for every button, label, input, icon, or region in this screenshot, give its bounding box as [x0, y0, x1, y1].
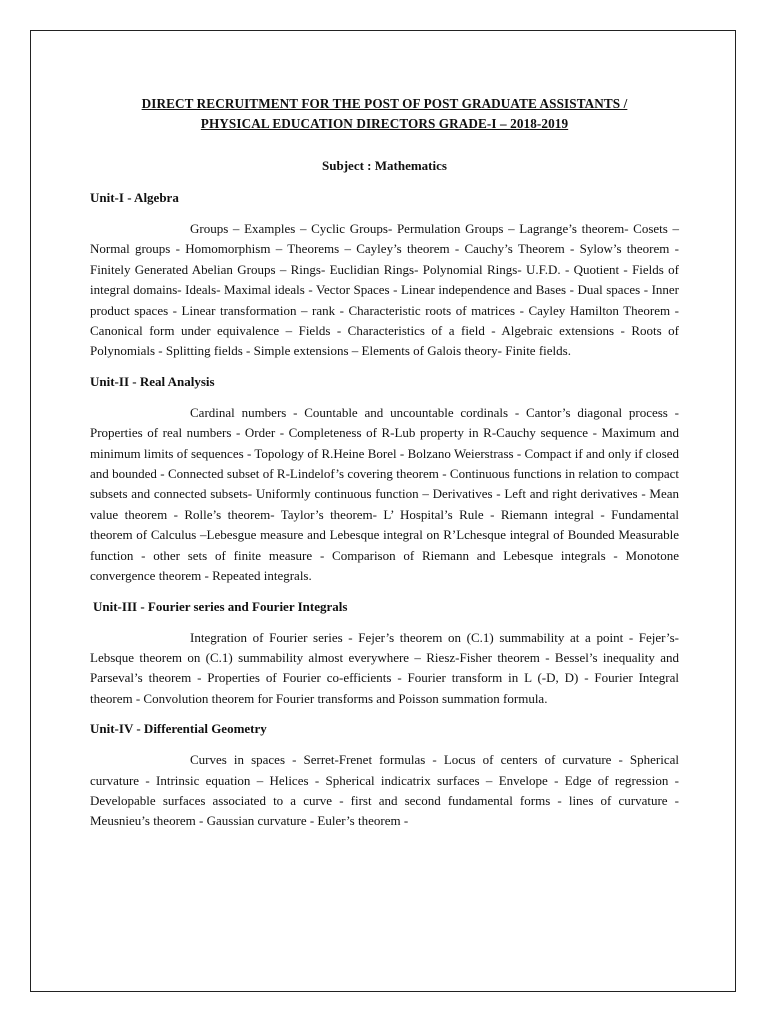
document-content	[90, 94, 679, 832]
title-line-1: DIRECT RECRUITMENT FOR THE POST OF POST GRADUATE ASSISTANTS /	[141, 96, 628, 111]
unit-body: Groups – Examples – Cyclic Groups- Permulation Groups – Lagrange’s theorem- Cosets – Normal groups - Homomorphism – Theorems – Cayley’s theorem - Cauchy’s Theorem - Sylow’s theorem - Finitely Generated Abelian Groups – Rings- Euclidian Rings- Polynomial Rings- U.F.D. - Quotient - Fields of integral domains- Ideals- Maximal ideals - Vector Spaces - Linear independence and Bases - Dual spaces - Inner product spaces - Linear transformation – rank - Characteristic roots of matrices - Cayley Hamilton Theorem - Canonical form under equivalence – Fields - Characteristics of a field - Algebraic extensions - Roots of Polynomials - Splitting fields - Simple extensions – Elements of Galois theory- Finite fields.	[90, 221, 679, 359]
unit-heading: Unit-IV - Differential Geometry	[90, 721, 267, 737]
unit-body: Cardinal numbers - Countable and uncountable cordinals - Cantor’s diagonal process - Properties of real numbers - Order - Completeness of R-Lub property in R-Cauchy sequence - Maximum and minimum limits of sequences - Topology of R.Heine Borel - Bolzano Weierstrass - Compact if and only if closed and bounded - Connected subset of R-Lindelof’s covering theorem - Continuous functions in relation to compact subsets and connected subsets- Uniformly continuous function – Derivatives - Left and right derivatives - Mean value theorem - Rolle’s theorem- Taylor’s theorem- L’ Hospital’s Rule - Riemann integral - Fundamental theorem of Calculus –Lebesgue measure and Lebesque integral on R’Lchesque integral of Bounded Measurable function - other sets of finite measure - Comparison of Riemann and Lebesque integrals - Monotone convergence theorem - Repeated integrals.	[90, 404, 679, 584]
unit-body: Curves in spaces - Serret-Frenet formulas - Locus of centers of curvature - Spherical curvature - Intrinsic equation – Helices - Spherical indicatrix surfaces – Envelope - Edge of regression - Developable surfaces associated to a curve - first and second fundamental forms - lines of curvature - Meusnieu’s theorem - Gaussian curvature - Euler’s theorem -	[90, 752, 679, 829]
title-line-2: PHYSICAL EDUCATION DIRECTORS GRADE-I – 2018-2019	[200, 116, 569, 131]
subject-line: Subject : Mathematics	[322, 158, 447, 173]
unit-heading: Unit-II - Real Analysis	[90, 373, 215, 389]
unit-heading: Unit-I - Algebra	[90, 190, 179, 205]
unit-body: Integration of Fourier series - Fejer’s theorem on (C.1) summability at a point - Fejer’s-Lebsque theorem on (C.1) summability almost everywhere – Riesz-Fisher theorem - Bessel’s inequality and Parseval’s theorem - Properties of Fourier co-efficients - Fourier transform in L (-D, D) - Fourier Integral theorem - Convolution theorem for Fourier transforms and Poisson summation formula.	[90, 629, 679, 706]
unit-heading: Unit-III - Fourier series and Fourier Integrals	[93, 598, 348, 614]
document-title	[90, 94, 679, 134]
